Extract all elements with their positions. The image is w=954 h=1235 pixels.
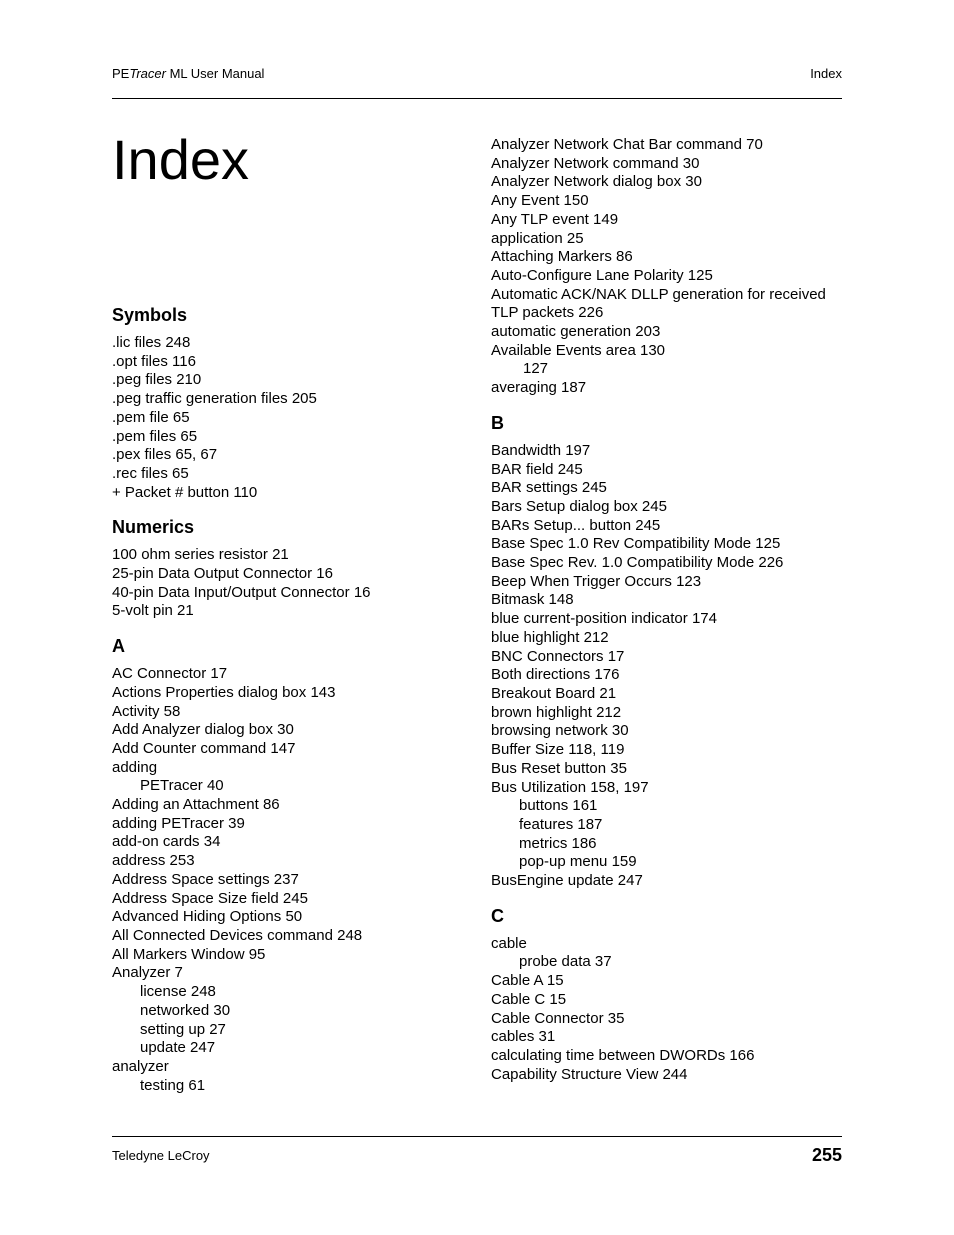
index-subentry: update 247 (140, 1039, 216, 1057)
footer-company: Teledyne LeCroy (112, 1148, 210, 1163)
index-entry: Cable Connector 35 (491, 1009, 625, 1027)
index-entry: Actions Properties dialog box 143 (112, 683, 336, 701)
index-entry: Analyzer 7 (112, 964, 183, 982)
index-entry: cables 31 (491, 1028, 556, 1046)
index-entry: BARs Setup... button 245 (491, 516, 661, 534)
index-entry: adding PETracer 39 (112, 814, 245, 832)
index-entry: blue current-position indicator 174 (491, 610, 717, 628)
section-heading: B (491, 412, 504, 433)
index-entry: Bus Utilization 158, 197 (491, 778, 649, 796)
footer-rule (112, 1136, 842, 1137)
running-header-section: Index (810, 66, 842, 81)
index-subentry: buttons 161 (519, 797, 598, 815)
index-entry: .rec files 65 (112, 464, 189, 482)
running-header-title (112, 66, 264, 82)
index-right-column (491, 136, 851, 1098)
index-entry: Any Event 150 (491, 192, 589, 210)
index-subentry: metrics 186 (519, 834, 597, 852)
index-entry: Attaching Markers 86 (491, 248, 633, 266)
index-entry: Adding an Attachment 86 (112, 796, 280, 814)
index-entry: calculating time between DWORDs 166 (491, 1046, 755, 1064)
index-entry: 25-pin Data Output Connector 16 (112, 565, 333, 583)
index-entry: 40-pin Data Input/Output Connector 16 (112, 583, 371, 601)
index-entry: BNC Connectors 17 (491, 647, 625, 665)
index-entry: Activity 58 (112, 702, 181, 720)
index-entry: Base Spec 1.0 Rev Compatibility Mode 125 (491, 535, 781, 553)
index-entry: Add Counter command 147 (112, 739, 296, 757)
index-section-a-continued (491, 136, 851, 398)
index-section-numerics (112, 516, 472, 621)
page-title: Index (112, 128, 249, 191)
index-entry: .lic files 248 (112, 334, 191, 351)
index-left-column (112, 304, 472, 1109)
index-entry: Both directions 176 (491, 666, 620, 684)
index-entry: Auto-Configure Lane Polarity 125 (491, 266, 713, 284)
index-subentry: networked 30 (140, 1001, 231, 1019)
index-entry: .pex files 65, 67 (112, 446, 218, 464)
index-entry: All Markers Window 95 (112, 945, 266, 963)
index-entry: Address Space settings 237 (112, 870, 299, 888)
index-entry: Breakout Board 21 (491, 684, 617, 702)
index-entry: Cable C 15 (491, 990, 567, 1008)
index-entry: TLP packets 226 (491, 304, 604, 322)
index-section-symbols (112, 304, 472, 502)
section-heading: C (491, 905, 504, 926)
index-entry: BAR field 245 (491, 460, 583, 478)
index-entry: Available Events area 130 (491, 341, 666, 359)
index-entry: add-on cards 34 (112, 833, 221, 851)
index-entry: Add Analyzer dialog box 30 (112, 721, 294, 739)
index-section-a (112, 635, 472, 1095)
index-subentry: setting up 27 (140, 1020, 226, 1038)
section-heading: A (112, 636, 125, 657)
index-entry: Analyzer Network dialog box 30 (491, 173, 702, 191)
index-entry: Bitmask 148 (491, 591, 574, 609)
index-entry: Buffer Size 118, 119 (491, 741, 625, 759)
index-entry: Beep When Trigger Occurs 123 (491, 572, 702, 590)
section-heading: Numerics (112, 517, 195, 538)
index-entry: cable (491, 934, 527, 952)
index-subentry: license 248 (140, 983, 216, 1001)
index-entry: Automatic ACK/NAK DLLP generation for received (491, 285, 826, 303)
header-title-prefix: PE (112, 66, 130, 81)
header-rule (112, 98, 842, 99)
index-subentry: 127 (523, 360, 549, 378)
index-entry: .pem file 65 (112, 408, 190, 426)
index-entry: Bars Setup dialog box 245 (491, 497, 667, 515)
index-entry: Cable A 15 (491, 972, 564, 990)
index-subentry: pop-up menu 159 (519, 853, 637, 871)
index-entry: .opt files 116 (112, 352, 196, 370)
index-entry: brown highlight 212 (491, 703, 622, 721)
index-entry: browsing network 30 (491, 722, 629, 740)
index-entry: address 253 (112, 852, 195, 870)
index-entry: adding (112, 758, 158, 776)
index-entry: Bandwidth 197 (491, 441, 591, 459)
index-entry: Advanced Hiding Options 50 (112, 908, 303, 926)
index-entry: automatic generation 203 (491, 323, 661, 341)
index-entry: .peg files 210 (112, 371, 202, 389)
index-entry: Address Space Size field 245 (112, 889, 308, 907)
index-entry: application 25 (491, 229, 584, 247)
index-subentry: PETracer 40 (140, 777, 224, 795)
index-entry: 100 ohm series resistor 21 (112, 546, 289, 564)
header-title-suffix: ML User Manual (165, 66, 265, 81)
page-number: 255 (811, 1145, 842, 1165)
index-entry: Base Spec Rev. 1.0 Compatibility Mode 226 (491, 554, 784, 572)
index-entry: BAR settings 245 (491, 479, 607, 497)
index-entry: BusEngine update 247 (491, 872, 643, 890)
index-entry: Any TLP event 149 (491, 210, 619, 228)
index-entry: Analyzer Network command 30 (491, 154, 700, 172)
index-entry: .peg traffic generation files 205 (112, 390, 317, 408)
index-entry: 5-volt pin 21 (112, 602, 194, 620)
index-entry: .pem files 65 (112, 427, 198, 445)
index-entry: blue highlight 212 (491, 628, 609, 646)
index-subentry: features 187 (519, 815, 603, 833)
index-subentry: testing 61 (140, 1076, 206, 1094)
index-entry: Analyzer Network Chat Bar command 70 (491, 136, 763, 153)
section-heading: Symbols (112, 305, 188, 325)
index-section-c (491, 905, 851, 1085)
index-entry: Bus Reset button 35 (491, 759, 627, 777)
index-subentry: probe data 37 (519, 953, 612, 971)
index-entry: analyzer (112, 1057, 169, 1075)
index-section-b (491, 412, 851, 891)
index-entry: AC Connector 17 (112, 665, 228, 683)
index-entry: All Connected Devices command 248 (112, 926, 363, 944)
index-entry: Capability Structure View 244 (491, 1065, 688, 1083)
index-entry: + Packet # button 110 (112, 483, 258, 501)
index-entry: averaging 187 (491, 379, 587, 397)
header-title-italic: Tracer (129, 66, 166, 81)
